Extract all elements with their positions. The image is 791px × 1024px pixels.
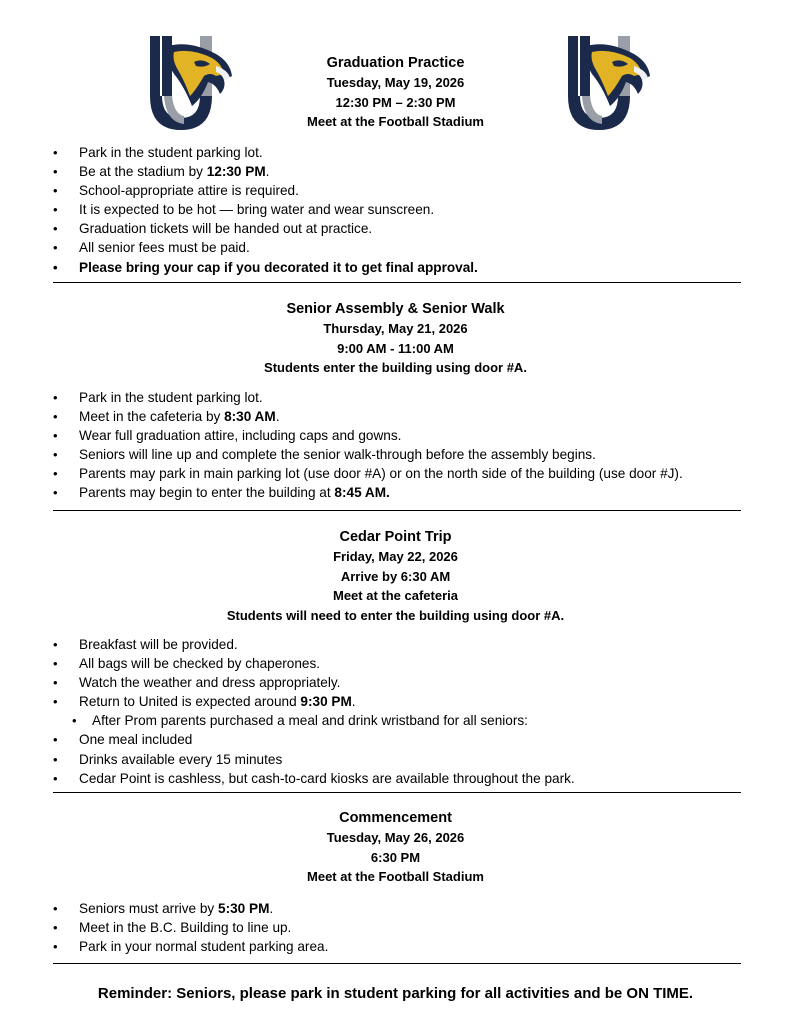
list-item: • Park in your normal student parking area. xyxy=(0,937,328,956)
section-time: 12:30 PM – 2:30 PM xyxy=(335,94,456,110)
list-item: • Seniors must arrive by 5:30 PM. xyxy=(0,899,328,918)
bullet-list-cedar-point xyxy=(0,635,575,788)
list-item: • One meal included xyxy=(0,730,575,749)
divider xyxy=(53,282,741,283)
section-header-senior-assembly xyxy=(0,300,791,378)
list-item: • Meet in the B.C. Building to line up. xyxy=(0,918,328,937)
list-item: • Drinks available every 15 minutes xyxy=(0,750,575,769)
list-item: • Breakfast will be provided. xyxy=(0,635,575,654)
list-item: • After Prom parents purchased a meal and drink wristband for all seniors: xyxy=(0,711,575,730)
section-date: Friday, May 22, 2026 xyxy=(333,549,458,564)
list-item: • Seniors will line up and complete the senior walk-through before the assembly begins. xyxy=(0,445,683,464)
list-item: • All bags will be checked by chaperones. xyxy=(0,654,575,673)
list-item: • Wear full graduation attire, including caps and gowns. xyxy=(0,426,683,445)
list-item: • Park in the student parking lot. xyxy=(0,143,478,162)
list-item: • Parents may park in main parking lot (use door #A) or on the north side of the building (use door #J). xyxy=(0,464,683,483)
section-location: Meet at the Football Stadium xyxy=(307,114,484,129)
list-item: • All senior fees must be paid. xyxy=(0,238,478,257)
list-item: • School-appropriate attire is required. xyxy=(0,181,478,200)
section-title: Senior Assembly & Senior Walk xyxy=(286,301,505,317)
list-item: • Please bring your cap if you decorated it to get final approval. xyxy=(0,258,478,277)
section-location: Meet at the Football Stadium xyxy=(307,869,484,884)
section-header-graduation-practice xyxy=(0,54,791,132)
section-title: Graduation Practice xyxy=(326,55,465,71)
list-item: • Parents may begin to enter the building at 8:45 AM. xyxy=(0,483,683,502)
list-item: • Graduation tickets will be handed out at practice. xyxy=(0,219,478,238)
footer-reminder: Reminder: Seniors, please park in student parking for all activities and be ON TIME. xyxy=(97,985,694,1002)
section-time: 6:30 PM xyxy=(370,849,421,865)
list-item: • Watch the weather and dress appropriately. xyxy=(0,673,575,692)
list-item: • Meet in the cafeteria by 8:30 AM. xyxy=(0,407,683,426)
list-item: • Return to United is expected around 9:30 PM. xyxy=(0,692,575,711)
list-item: • Be at the stadium by 12:30 PM. xyxy=(0,162,478,181)
section-entry: Students will need to enter the building using door #A. xyxy=(226,607,565,623)
bullet-list-senior-assembly xyxy=(0,388,683,503)
section-time: 9:00 AM - 11:00 AM xyxy=(337,340,454,356)
list-item: • Cedar Point is cashless, but cash-to-card kiosks are available throughout the park. xyxy=(0,769,575,788)
section-location: Students enter the building using door #A. xyxy=(264,360,527,375)
section-date: Tuesday, May 26, 2026 xyxy=(326,830,465,845)
list-item: • Park in the student parking lot. xyxy=(0,388,683,407)
divider xyxy=(53,510,741,511)
section-time: Arrive by 6:30 AM xyxy=(340,568,451,584)
divider xyxy=(53,792,741,793)
bullet-list-commencement xyxy=(0,899,328,956)
section-header-commencement xyxy=(0,809,791,887)
section-title: Commencement xyxy=(339,810,452,826)
section-date: Tuesday, May 19, 2026 xyxy=(326,75,465,90)
section-date: Thursday, May 21, 2026 xyxy=(323,321,468,336)
divider xyxy=(53,963,741,964)
section-title: Cedar Point Trip xyxy=(339,529,452,545)
list-item: • It is expected to be hot — bring water and wear sunscreen. xyxy=(0,200,478,219)
section-header-cedar-point xyxy=(0,528,791,625)
bullet-list-graduation-practice xyxy=(0,143,478,277)
section-location: Meet at the cafeteria xyxy=(333,588,458,603)
